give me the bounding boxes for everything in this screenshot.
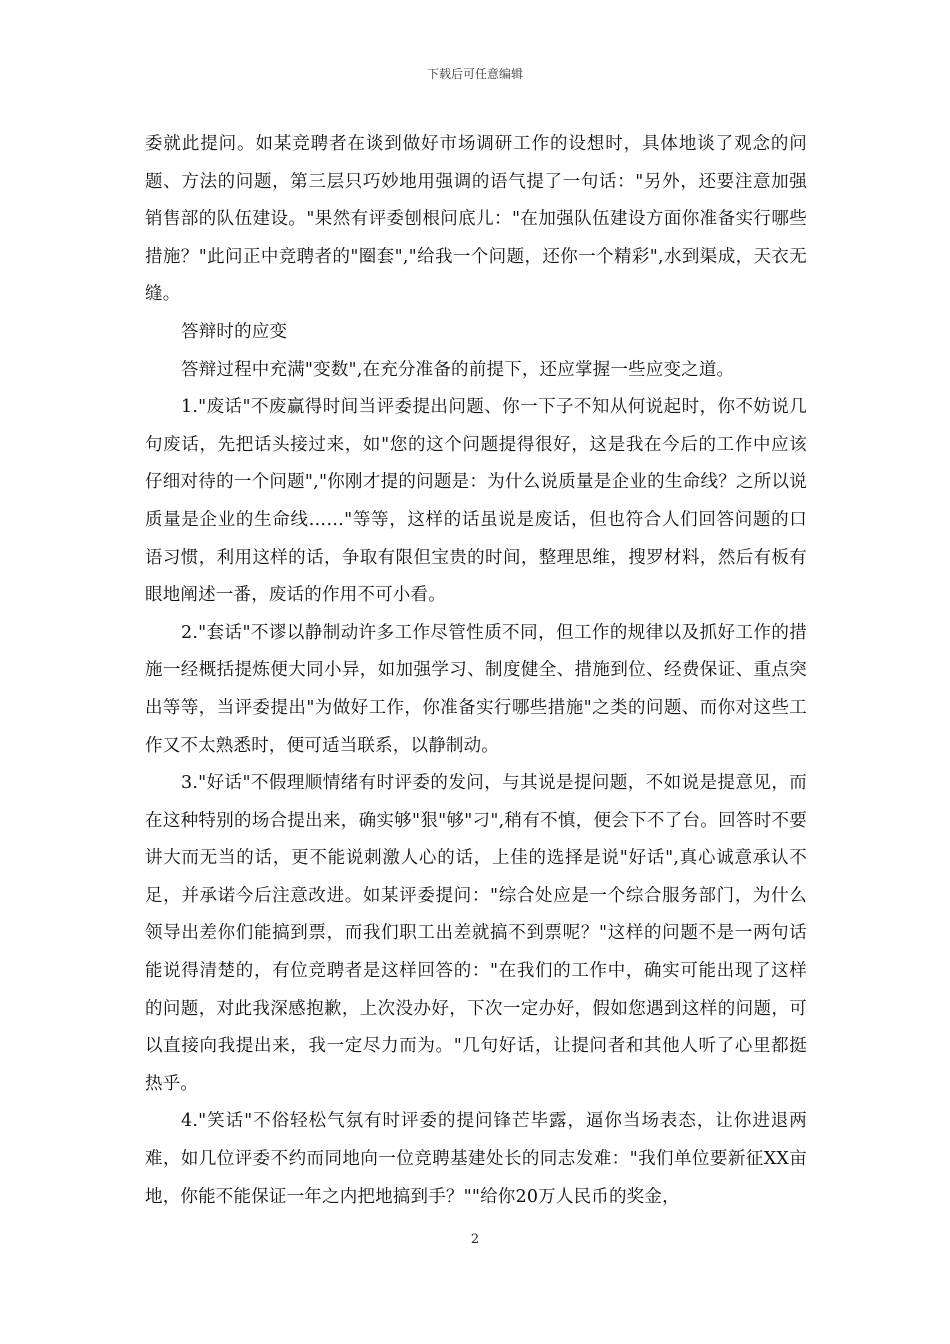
document-body <box>145 126 807 1216</box>
paragraph-continuation: 委就此提问。如某竞聘者在谈到做好市场调研工作的设想时，具体地谈了观念的问题、方法的问题，第三层只巧妙地用强调的语气提了一句话："另外，还要注意加强销售部的队伍建设。"果然有评委刨根问底儿："在加强队伍建设方面你准备实行哪些措施？"此问正中竞聘者的"圈套","给我一个问题，还你一个精彩",水到渠成，天衣无缝。 <box>145 134 807 305</box>
paragraph-point-4: 4."笑话"不俗轻松气氛有时评委的提问锋芒毕露，逼你当场表态，让你进退两难，如几位评委不约而同地向一位竞聘基建处长的同志发难："我们单位要新征XX亩地，你能不能保证一年之内把地搞到手？""给你20万人民币的奖金， <box>145 1111 807 1207</box>
section-heading: 答辩时的应变 <box>181 321 288 342</box>
page-number: 2 <box>470 1232 480 1247</box>
paragraph-point-3: 3."好话"不假理顺情绪有时评委的发问，与其说是提问题，不如说是提意见，而在这种特别的场合提出来，确实够"狠"够"刁",稍有不慎，便会下不了台。回答时不要讲大而无当的话，更不能说刺激人心的话，上佳的选择是说"好话",真心诚意承认不足，并承诺今后注意改进。如某评委提问："综合处应是一个综合服务部门，为什么领导出差你们能搞到票，而我们职工出差就搞不到票呢？"这样的问题不是一两句话能说得清楚的，有位竞聘者是这样回答的："在我们的工作中，确实可能出现了这样的问题，对此我深感抱歉，上次没办好，下次一定办好，假如您遇到这样的问题，可以直接向我提出来，我一定尽力而为。"几句好话，让提问者和其他人听了心里都挺热乎。 <box>145 773 807 1094</box>
paragraph-point-2: 2."套话"不谬以静制动许多工作尽管性质不同，但工作的规律以及抓好工作的措施一经概括提炼便大同小异，如加强学习、制度健全、措施到位、经费保证、重点突出等等，当评委提出"为做好工作，你准备实行哪些措施"之类的问题、而你对这些工作又不太熟悉时，便可适当联系，以静制动。 <box>145 622 807 756</box>
paragraph-intro: 答辩过程中充满"变数",在充分准备的前提下，还应掌握一些应变之道。 <box>181 359 735 380</box>
paragraph-point-1: 1."废话"不废赢得时间当评委提出问题、你一下子不知从何说起时，你不妨说几句废话，先把话头接过来，如"您的这个问题提得很好，这是我在今后的工作中应该仔细对待的一个问题","你刚才提的问题是：为什么说质量是企业的生命线？之所以说质量是企业的生命线……"等等，这样的话虽说是废话，但也符合人们回答问题的口语习惯，利用这样的话，争取有限但宝贵的时间，整理思维，搜罗材料，然后有板有眼地阐述一番，废话的作用不可小看。 <box>145 397 807 606</box>
page-header: 下载后可任意编辑 <box>426 67 523 81</box>
